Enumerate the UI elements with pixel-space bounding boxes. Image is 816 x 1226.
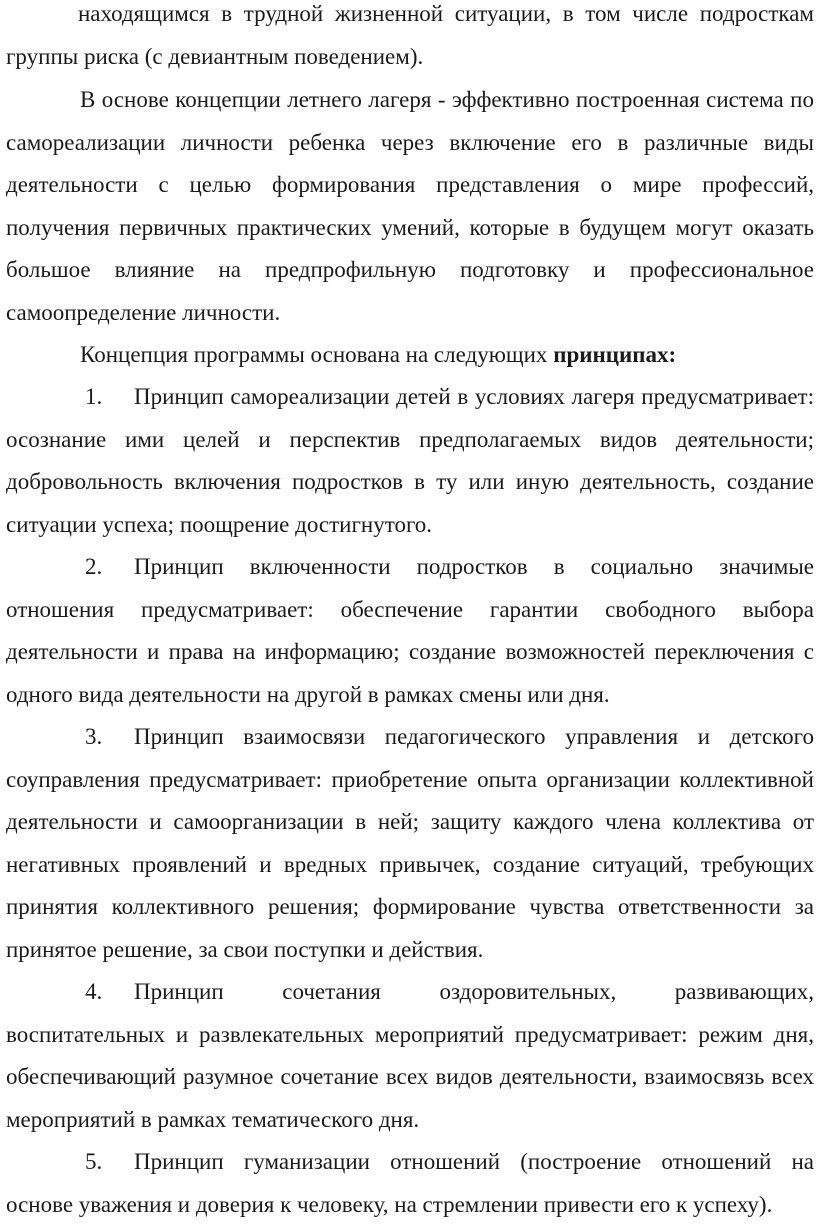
principle-text: Принцип сочетания оздоровительных, развивающих, воспитательных и развлекательных мероприятий предусматривает: режим дня, обеспечивающий разумное сочетание всех видов деятельности, взаимосвязь всех мероприятий в рамках тематического дня. (6, 979, 814, 1132)
principle-text: Принцип взаимосвязи педагогического управления и детского соуправления предусматривает: приобретение опыта организации коллективной деятельности и самоорганизации в ней; защиту каждого члена коллектива от негативных проявлений и вредных привычек, создание ситуаций, требующих принятия коллективного решения; формирование чувства ответственности за принятое решение, за свои поступки и действия. (6, 724, 814, 962)
paragraph-concept: В основе концепции летнего лагеря - эффективно построенная система по самореализации личности ребенка через включение его в различные виды деятельности с целью формирования представления о мире профессий, получения первичных практических умений, которые в будущем могут оказать большое влияние на предпрофильную подготовку и профессиональное самоопределение личности. (6, 87, 814, 325)
document-page (6, 0, 814, 1224)
principle-text: Принцип гуманизации отношений (построение отношений на основе уважения и доверия к человеку, на стремлении привести его к успеху). (6, 1149, 814, 1217)
principle-item (6, 971, 814, 1141)
principles-intro-text: Концепция программы основана на следующих (80, 342, 554, 367)
paragraph-continued-text: находящимся в трудной жизненной ситуации, в том числе подросткам группы риска (с девиантным поведением). (6, 1, 814, 69)
principle-text: Принцип включенности подростков в социально значимые отношения предусматривает: обеспечение гарантии свободного выбора деятельности и права на информацию; создание возможностей переключения с одного вида деятельности на другой в рамках смены или дня. (6, 554, 814, 707)
principle-item (6, 546, 814, 716)
principle-item (6, 376, 814, 546)
principle-number: 4. (85, 979, 103, 1004)
paragraph-continued (6, 0, 814, 78)
principle-text: Принцип самореализации детей в условиях лагеря предусматривает: осознание ими целей и перспектив предполагаемых видов деятельности; добровольность включения подростков в ту или иную деятельность, создание ситуации успеха; поощрение достигнутого. (6, 384, 814, 537)
principle-number: 1. (85, 384, 103, 409)
principles-intro (6, 334, 814, 377)
principle-item (6, 1141, 814, 1226)
principle-number: 2. (85, 554, 103, 579)
principle-number: 3. (85, 724, 103, 749)
principle-number: 5. (85, 1149, 103, 1174)
principles-intro-bold: принципах: (553, 342, 677, 367)
principle-item (6, 716, 814, 971)
